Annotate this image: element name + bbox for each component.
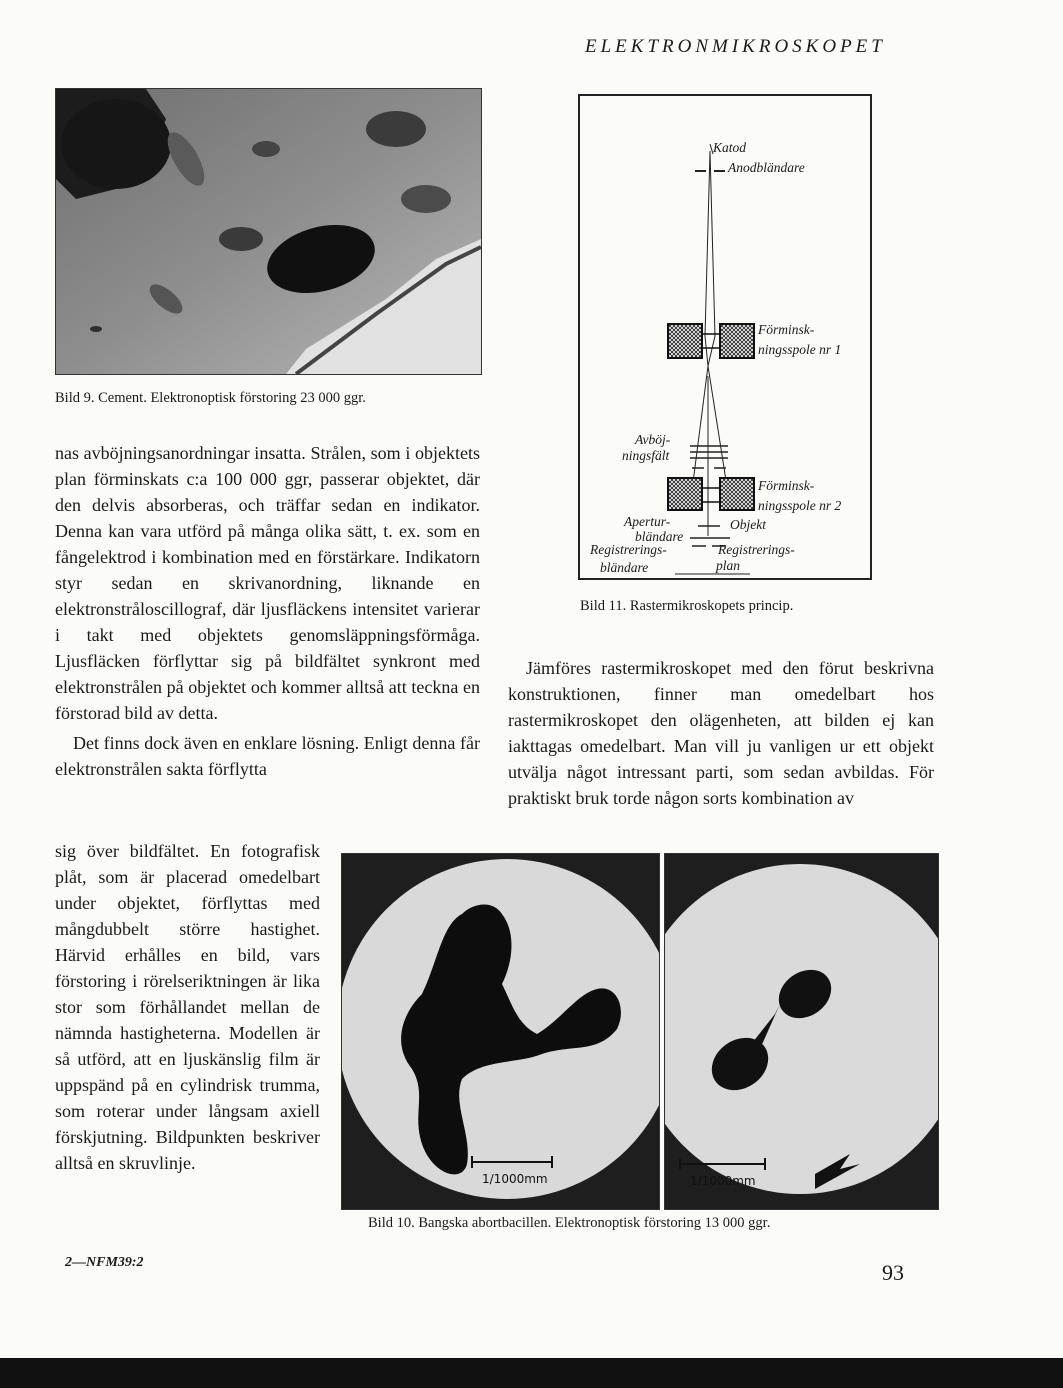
label-katod: Katod bbox=[713, 140, 747, 155]
left-column-text bbox=[55, 440, 480, 782]
label-anodblandare: Anodbländare bbox=[728, 160, 805, 175]
paragraph-1: nas avböjningsanordningar insatta. Strålen, som i objektets plan förminskats c:a 100 000 ggr, passerar objektet, där den delvis absorberas, och träffar sedan en indikator. Denna kan vara utförd på många olika sätt, t. ex. som en fångelektrod i kombination med en förstärkare. Indikatorn styr sedan en skrivanordning, liknande en elektronstråloscillograf, där ljusfläckens intensitet varierar i takt med objektets genomsläppningsförmåga. Ljusfläcken förflyttar sig på bildfältet synkront med elektronstrålen på objektet och kommer alltså att teckna en förstorad bild av detta. bbox=[55, 443, 480, 723]
label-forminsk-2b: ningsspole nr 2 bbox=[758, 498, 842, 513]
figure-11-diagram bbox=[578, 94, 872, 580]
figure-9-photo bbox=[55, 88, 482, 375]
label-registrerings-right: Registrerings- bbox=[718, 542, 795, 557]
page-number: 93 bbox=[882, 1260, 904, 1285]
cement-micrograph bbox=[56, 89, 481, 374]
scale-label-right: 1/1000mm bbox=[690, 1174, 756, 1188]
left-column-narrow-text: sig över bildfältet. En fotografisk plåt, som är placerad omedelbart under objektet, förflyttas med mångdubbelt större hastighet. Härvid erhålles en bild, vars förstoring i rörelseriktningen är lika stor som förhållandet mellan de nämnda hastigheterna. Modellen är så utförd, att en ljuskänslig film är uppspänd på en cylindrisk trumma, som roterar under långsam axiell förskjutning. Bildpunkten beskriver alltså en skruvlinje. bbox=[55, 841, 320, 1173]
figure-10-photo-right bbox=[664, 853, 939, 1210]
running-header: ELEKTRONMIKROSKOPET bbox=[585, 36, 886, 57]
right-column-text: Jämföres rastermikroskopet med den förut beskrivna konstruktionen, finner man omedelbart hos rastermikroskopet den olägenheten, att bilden ej kan iakttagas omedelbart. Man vill ju vanligen ur ett objekt utvälja något intressant parti, som sedan avbildas. För praktiskt bruk torde någon sorts kombination av bbox=[508, 658, 934, 808]
scale-label-left: 1/1000mm bbox=[482, 1172, 548, 1186]
label-forminsk-2a: Förminsk- bbox=[758, 478, 815, 493]
figure-10-caption: Bild 10. Bangska abortbacillen. Elektronoptisk förstoring 13 000 ggr. bbox=[368, 1215, 771, 1231]
footer-code: 2—NFM39:2 bbox=[65, 1255, 144, 1270]
figure-9-caption: Bild 9. Cement. Elektronoptisk förstoring 23 000 ggr. bbox=[55, 390, 366, 406]
label-objekt: Objekt bbox=[730, 517, 766, 532]
bacillus-micrograph-left bbox=[342, 854, 659, 1209]
paragraph-2-start: Det finns dock även en enklare lösning. Enligt denna får elektronstrålen sakta förflytta bbox=[55, 733, 480, 779]
figure-11-caption: Bild 11. Rastermikroskopets princip. bbox=[580, 598, 794, 614]
label-blandare: bländare bbox=[635, 529, 684, 544]
label-blandare-2: bländare bbox=[600, 560, 649, 575]
label-plan: plan bbox=[716, 558, 741, 573]
label-apertur: Apertur- bbox=[624, 514, 671, 529]
label-forminsk-1a: Förminsk- bbox=[758, 322, 815, 337]
figure-10-photo-left bbox=[341, 853, 660, 1210]
label-registrerings-left: Registrerings- bbox=[590, 542, 667, 557]
bacillus-micrograph-right bbox=[665, 854, 938, 1209]
label-avboj-b: ningsfält bbox=[622, 448, 670, 463]
scan-border bbox=[0, 1358, 1063, 1388]
label-forminsk-1b: ningsspole nr 1 bbox=[758, 342, 842, 357]
label-avboj-a: Avböj- bbox=[635, 432, 671, 447]
